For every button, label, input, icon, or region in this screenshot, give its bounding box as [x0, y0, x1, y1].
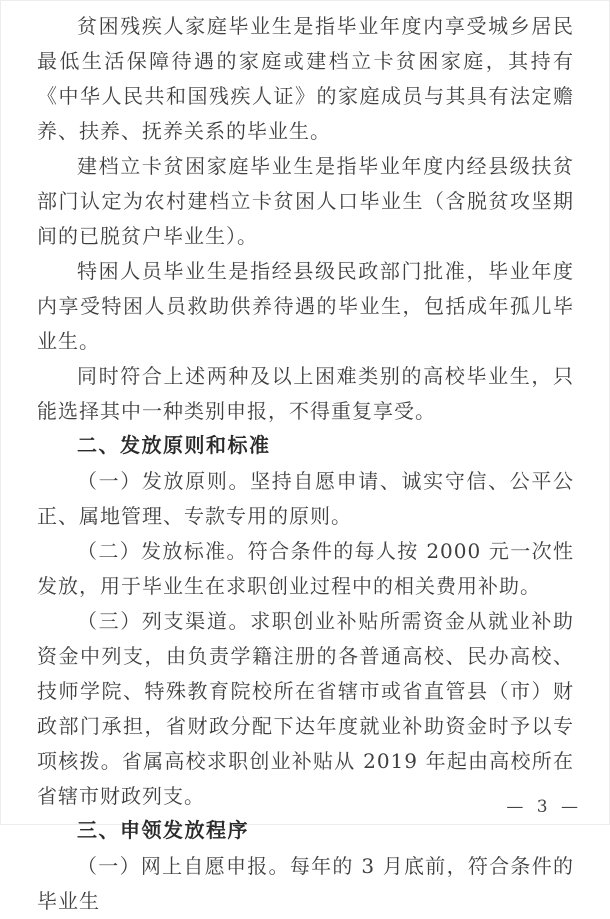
section-heading-2-principles-standards: 二、发放原则和标准 — [77, 435, 271, 457]
paragraph-single-category-rule: 同时符合上述两种及以上困难类别的高校毕业生，只能选择其中一种类别申报，不得重复享受。 — [37, 364, 574, 423]
page-number: — 3 — — [506, 797, 582, 817]
paragraph-issuance-principle: （一）发放原则。坚持自愿申请、诚实守信、公平公正、属地管理、专款专用的原则。 — [37, 469, 574, 528]
section-heading-3-application-procedure: 三、申领发放程序 — [77, 820, 249, 842]
paragraph-extreme-hardship-definition: 特困人员毕业生是指经县级民政部门批准，毕业年度内享受特困人员救助供养待遇的毕业生，包括成年孤儿毕业生。 — [37, 259, 574, 353]
paragraph-funding-channel: （三）列支渠道。求职创业补贴所需资金从就业补助资金中列支，由负责学籍注册的各普通高校、民办高校、技师学院、特殊教育院校所在省辖市或省直管县（市）财政部门承担，省财政分配下达年度就业补助资金时予以专项核拨。省属高校求职创业补贴从 2019 年起由高校所在省辖市财政列支。 — [37, 609, 574, 808]
document-body — [37, 9, 574, 919]
paragraph-poor-disabled-family-definition: 贫困残疾人家庭毕业生是指毕业年度内享受城乡居民最低生活保障待遇的家庭或建档立卡贫困家庭，其持有《中华人民共和国残疾人证》的家庭成员与其具有法定赡养、扶养、抚养关系的毕业生。 — [37, 14, 574, 143]
paragraph-online-application: （一）网上自愿申报。每年的 3 月底前，符合条件的毕业生 — [37, 854, 574, 913]
paragraph-issuance-standard: （二）发放标准。符合条件的每人按 2000 元一次性发放，用于毕业生在求职创业过程中的相关费用补助。 — [37, 539, 574, 598]
paragraph-registered-poor-family-definition: 建档立卡贫困家庭毕业生是指毕业年度内经县级扶贫部门认定为农村建档立卡贫困人口毕业生（含脱贫攻坚期间的已脱贫户毕业生）。 — [37, 154, 574, 248]
